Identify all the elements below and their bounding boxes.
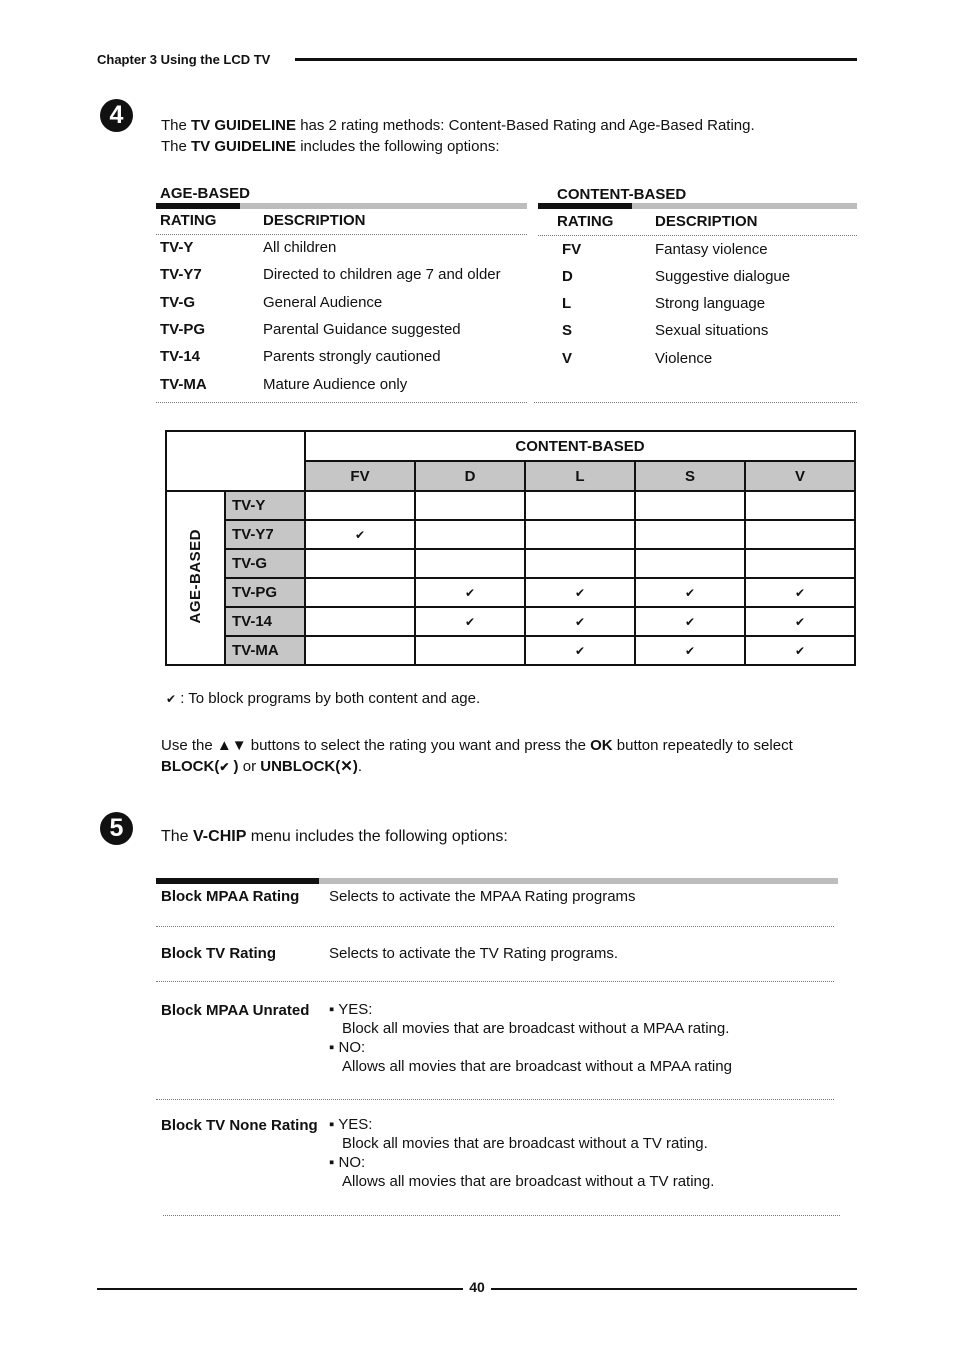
checkmark-icon: ✔ (574, 644, 586, 658)
matrix-cell (415, 491, 525, 520)
age-rating-code: TV-Y7 (160, 266, 202, 283)
content-rating-code: D (562, 268, 573, 285)
intro-line-2: The TV GUIDELINE includes the following options: (161, 138, 500, 155)
matrix-cell (525, 636, 635, 665)
matrix-cell (745, 578, 855, 607)
age-col-description: DESCRIPTION (263, 212, 366, 229)
checkmark-icon: ✔ (794, 615, 806, 629)
step-4-badge: 4 (100, 99, 133, 132)
footer-rule-right (491, 1288, 857, 1290)
age-rating-code: TV-PG (160, 321, 206, 338)
matrix-row-header: TV-MA (225, 636, 305, 665)
matrix-cell (415, 607, 525, 636)
matrix-cell (305, 549, 415, 578)
checkmark-icon: ✔ (574, 586, 586, 600)
age-rating-description: Parental Guidance suggested (263, 321, 461, 338)
matrix-cell (525, 520, 635, 549)
matrix-row-header: TV-Y (225, 491, 305, 520)
chapter-header: Chapter 3 Using the LCD TV (97, 52, 271, 67)
matrix-cell (635, 636, 745, 665)
age-rating-code: TV-14 (160, 348, 201, 365)
vchip-desc: Selects to activate the TV Rating programs. (329, 945, 619, 962)
matrix-cell (305, 607, 415, 636)
vchip-options: ▪ YES: Block all movies that are broadcast without a MPAA rating. ▪ NO: Allows all movies that are broadcast without a MPAA rating (329, 1001, 732, 1075)
up-down-arrows-icon: ▲▼ (216, 737, 247, 754)
checkmark-icon: ✔ (219, 760, 230, 774)
matrix-age-label (166, 491, 225, 665)
content-rating-code: L (562, 295, 572, 312)
age-rating-description: Directed to children age 7 and older (263, 266, 501, 283)
content-col-rating: RATING (557, 213, 614, 230)
matrix-col-header: L (525, 461, 635, 491)
age-table-title: AGE-BASED (160, 185, 251, 202)
matrix-cell (635, 607, 745, 636)
checkmark-icon: ✔ (794, 586, 806, 600)
matrix-cell (415, 636, 525, 665)
matrix-cell (525, 578, 635, 607)
content-table-bottom (534, 402, 857, 403)
age-table-bar (156, 203, 527, 209)
age-rating-code: TV-MA (160, 376, 207, 393)
matrix-cell (745, 491, 855, 520)
age-rating-code: TV-Y (160, 239, 194, 256)
age-rating-description: Mature Audience only (263, 376, 408, 393)
page-number: 40 (469, 1279, 485, 1295)
matrix-cell (745, 520, 855, 549)
matrix-row-header: TV-PG (225, 578, 305, 607)
matrix-corner (166, 431, 305, 491)
matrix-cell (525, 607, 635, 636)
content-rating-description: Suggestive dialogue (655, 268, 791, 285)
matrix-col-header: S (635, 461, 745, 491)
matrix-col-header: FV (305, 461, 415, 491)
checkmark-icon: ✔ (684, 615, 696, 629)
age-rating-description: Parents strongly cautioned (263, 348, 441, 365)
matrix-cell (415, 520, 525, 549)
matrix-cell (305, 578, 415, 607)
matrix-cell (635, 491, 745, 520)
cross-icon: ✕ (340, 758, 353, 775)
age-rating-description: General Audience (263, 294, 383, 311)
vchip-label: Block MPAA Rating (161, 888, 300, 905)
matrix-row-header: TV-14 (225, 607, 305, 636)
vchip-options: ▪ YES: Block all movies that are broadcast without a TV rating. ▪ NO: Allows all movies that are broadcast without a TV rating. (329, 1116, 715, 1190)
checkmark-icon: ✔ (464, 615, 476, 629)
content-rating-code: V (562, 350, 573, 367)
matrix-cell (635, 578, 745, 607)
intro-line-1: The TV GUIDELINE has 2 rating methods: Content-Based Rating and Age-Based Rating. (161, 117, 755, 134)
content-rating-code: FV (562, 241, 582, 258)
content-rating-description: Sexual situations (655, 322, 769, 339)
content-rating-description: Strong language (655, 295, 766, 312)
instructions: Use the ▲▼ buttons to select the rating you want and press the OK button repeatedly to select BLOCK(✔ ) or UNBLOCK(✕). (161, 737, 793, 775)
vchip-table-bar (156, 878, 838, 884)
header-rule (295, 58, 857, 61)
age-header-divider (156, 234, 527, 235)
content-table-bar (538, 203, 857, 209)
content-rating-code: S (562, 322, 573, 339)
matrix-content-header: CONTENT-BASED (305, 431, 855, 461)
matrix-cell (745, 636, 855, 665)
age-col-rating: RATING (160, 212, 217, 229)
checkmark-icon: ✔ (464, 586, 476, 600)
vchip-bottom (163, 1215, 840, 1216)
checkmark-icon: ✔ (684, 586, 696, 600)
vchip-label: Block TV None Rating (161, 1117, 318, 1134)
checkmark-icon: ✔ (354, 528, 366, 542)
vchip-label: Block TV Rating (161, 945, 277, 962)
matrix-col-header: V (745, 461, 855, 491)
vchip-divider (156, 981, 834, 982)
checkmark-icon: ✔ (684, 644, 696, 658)
matrix-cell (305, 491, 415, 520)
matrix-cell (745, 549, 855, 578)
footer-rule-left (97, 1288, 463, 1290)
checkmark-icon: ✔ (166, 692, 177, 706)
matrix-row-header: TV-Y7 (225, 520, 305, 549)
age-rating-description: All children (263, 239, 337, 256)
vchip-divider (156, 1099, 834, 1100)
matrix-cell (415, 549, 525, 578)
matrix-cell (525, 549, 635, 578)
matrix-cell (305, 520, 415, 549)
matrix-cell (305, 636, 415, 665)
step-4-intro (161, 115, 861, 157)
step-5-intro: The V-CHIP menu includes the following options: (161, 828, 508, 845)
vchip-desc: Selects to activate the MPAA Rating programs (329, 888, 636, 905)
vchip-divider (156, 926, 834, 927)
content-header-divider (538, 235, 857, 236)
content-table-title: CONTENT-BASED (557, 186, 687, 203)
content-col-description: DESCRIPTION (655, 213, 758, 230)
age-based-vertical-label: AGE-BASED (187, 528, 204, 624)
checkmark-icon: ✔ (574, 615, 586, 629)
matrix-cell (635, 549, 745, 578)
age-rating-code: TV-G (160, 294, 196, 311)
matrix-col-header: D (415, 461, 525, 491)
matrix-cell (525, 491, 635, 520)
checkmark-icon: ✔ (794, 644, 806, 658)
matrix-cell (415, 578, 525, 607)
matrix-cell (745, 607, 855, 636)
check-legend (166, 688, 480, 710)
vchip-label: Block MPAA Unrated (161, 1002, 310, 1019)
legend-text: : To block programs by both content and age. (176, 690, 481, 707)
content-rating-description: Violence (655, 350, 713, 367)
matrix-cell (635, 520, 745, 549)
matrix-row-header: TV-G (225, 549, 305, 578)
step-5-badge: 5 (100, 812, 133, 845)
age-table-bottom (156, 402, 527, 403)
rating-matrix (165, 430, 856, 666)
content-rating-description: Fantasy violence (655, 241, 768, 258)
